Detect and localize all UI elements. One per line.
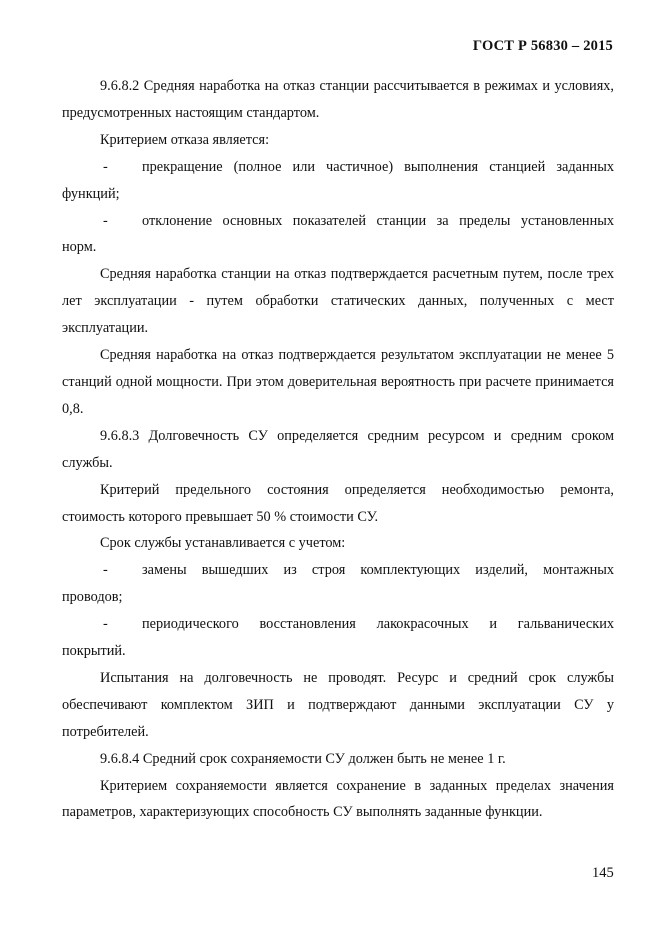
list-item xyxy=(62,611,614,665)
body-paragraph: Испытания на долговечность не проводят. Ресурс и средний срок службы обеспечивают комплектом ЗИП и подтверждают данными эксплуатации СУ у потребителей. xyxy=(62,669,614,740)
body-paragraph: 9.6.8.2 Средняя наработка на отказ станции рассчитывается в режимах и условиях, предусмотренных настоящим стандартом. xyxy=(62,78,614,121)
list-item-text: периодического восстановления лакокрасочных и гальванических xyxy=(142,616,614,633)
body-paragraph: Средняя наработка на отказ подтверждается результатом эксплуатации не менее 5 станций одной мощности. При этом доверительная вероятность при расчете принимается 0,8. xyxy=(62,347,614,417)
list-dash-marker: - xyxy=(103,562,108,579)
document-body xyxy=(62,73,614,826)
list-dash-marker: - xyxy=(103,616,108,633)
body-paragraph: Критерий предельного состояния определяется необходимостью ремонта, стоимость которого превышает 50 % стоимости СУ. xyxy=(62,481,614,525)
body-paragraph: 9.6.8.3 Долговечность СУ определяется средним ресурсом и средним сроком службы. xyxy=(62,427,614,471)
page-number: 145 xyxy=(592,865,614,881)
list-dash-marker: - xyxy=(103,158,108,175)
list-item-text: замены вышедших из строя комплектующих изделий, монтажных xyxy=(142,562,614,579)
list-item-continuation: функций; xyxy=(62,185,120,202)
list-item-text: отклонение основных показателей станции за пределы установленных xyxy=(142,212,614,229)
body-paragraph: Критерием сохраняемости является сохранение в заданных пределах значения параметров, характеризующих способность СУ выполнять заданные функции. xyxy=(62,777,614,821)
list-item-continuation: покрытий. xyxy=(62,643,126,660)
list-dash-marker: - xyxy=(103,212,108,229)
list-item-continuation: норм. xyxy=(62,239,97,256)
list-item-text: прекращение (полное или частичное) выполнения станцией заданных xyxy=(142,158,614,175)
document-header: ГОСТ Р 56830 – 2015 xyxy=(472,38,613,54)
body-paragraph: Срок службы устанавливается с учетом: xyxy=(100,535,346,552)
body-paragraph: 9.6.8.4 Средний срок сохраняемости СУ должен быть не менее 1 г. xyxy=(100,750,506,767)
list-item-continuation: проводов; xyxy=(62,589,123,606)
list-item xyxy=(62,557,614,611)
body-paragraph: Критерием отказа является: xyxy=(100,131,270,148)
list-item xyxy=(62,154,614,208)
list-item xyxy=(62,208,614,262)
body-paragraph: Средняя наработка станции на отказ подтверждается расчетным путем, после трех лет эксплуатации - путем обработки статических данных, полученных с мест эксплуатации. xyxy=(62,266,614,337)
